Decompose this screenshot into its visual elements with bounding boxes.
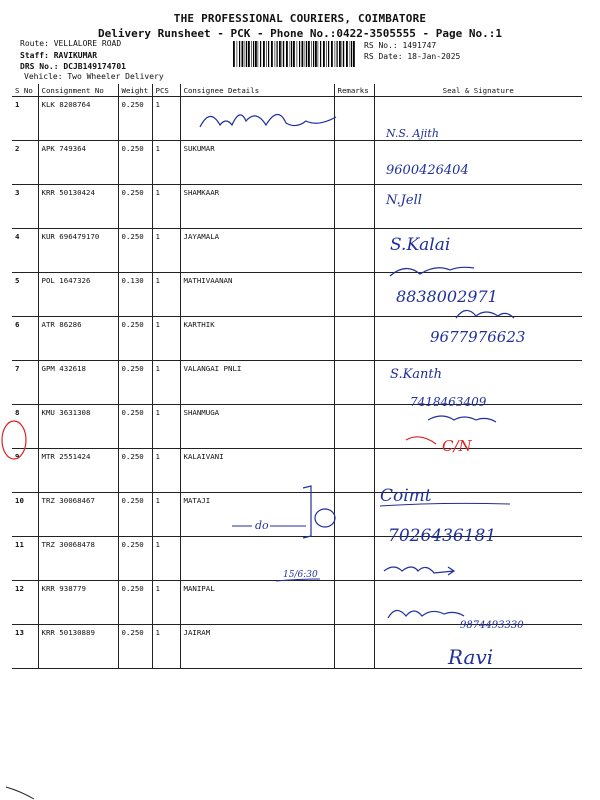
cell-signature <box>374 405 582 449</box>
cell-pcs: 1 <box>152 97 180 141</box>
rs-date: RS Date: 18-Jan-2025 <box>364 52 461 61</box>
cell-pcs: 1 <box>152 141 180 185</box>
cell-remarks <box>334 449 374 493</box>
col-remarks: Remarks <box>334 84 374 97</box>
cell-signature <box>374 361 582 405</box>
cell-consignee: MATAJI <box>180 493 334 537</box>
runsheet-title: Delivery Runsheet - PCK - Phone No.:0422-3505555 - Page No.:1 <box>98 27 502 40</box>
cell-consignee: SHANMUGA <box>180 405 334 449</box>
cell-remarks <box>334 581 374 625</box>
cell-consignee: JAIRAM <box>180 625 334 669</box>
cell-weight: 0.250 <box>118 581 152 625</box>
barcode-bar <box>328 41 329 67</box>
barcode-bar <box>237 41 238 67</box>
cell-remarks <box>334 317 374 361</box>
cell-pcs: 1 <box>152 405 180 449</box>
cell-remarks <box>334 405 374 449</box>
barcode-bar <box>311 41 312 67</box>
barcode-bar <box>342 41 343 67</box>
row12-time: 15/6:30 <box>283 570 318 580</box>
barcode-bar <box>275 41 276 67</box>
barcode-bar <box>315 41 317 67</box>
row6-phone: 9677976623 <box>430 328 526 346</box>
staff-label: Staff: RAVIKUMAR <box>20 51 98 60</box>
cell-weight: 0.250 <box>118 493 152 537</box>
table-row <box>12 537 582 581</box>
row5-phone: 8838002971 <box>396 287 498 306</box>
barcode-bar <box>233 41 235 67</box>
col-consignment: Consignment No <box>38 84 118 97</box>
route-label: Route: VELLALORE ROAD <box>20 39 122 48</box>
barcode-bar <box>248 41 250 67</box>
barcode-bar <box>290 41 291 67</box>
col-consignee: Consignee Details <box>180 84 334 97</box>
cell-consignment: KRR 50130889 <box>38 625 118 669</box>
cell-sno: 2 <box>12 141 38 185</box>
barcode-bar <box>291 41 292 67</box>
cell-weight: 0.250 <box>118 141 152 185</box>
cell-weight: 0.130 <box>118 273 152 317</box>
cell-consignment: KLK 8208764 <box>38 97 118 141</box>
cell-sno: 9 <box>12 449 38 493</box>
cell-signature <box>374 273 582 317</box>
cell-weight: 0.250 <box>118 361 152 405</box>
cell-pcs: 1 <box>152 273 180 317</box>
cell-consignment: KMU 3631308 <box>38 405 118 449</box>
cell-signature <box>374 185 582 229</box>
barcode-bar <box>299 41 300 67</box>
table-row <box>12 405 582 449</box>
cell-sno: 11 <box>12 537 38 581</box>
col-sno: S No <box>12 84 38 97</box>
cell-sno: 8 <box>12 405 38 449</box>
cell-signature <box>374 317 582 361</box>
barcode-bar <box>335 41 336 67</box>
cell-consignment: MTR 2551424 <box>38 449 118 493</box>
cell-pcs: 1 <box>152 229 180 273</box>
col-signature: Seal & Signature <box>374 84 582 97</box>
rs-number: RS No.: 1491747 <box>364 41 437 50</box>
cell-consignee: KARTHIK <box>180 317 334 361</box>
table-row <box>12 361 582 405</box>
row11-do: do <box>255 519 269 532</box>
bottom-signature: Ravi <box>448 645 494 669</box>
barcode-bar <box>293 41 295 67</box>
row9-mark: C/N <box>442 437 472 455</box>
table-row <box>12 97 582 141</box>
stray-pen-mark <box>6 787 34 799</box>
cell-pcs: 1 <box>152 537 180 581</box>
row1-signature: N.S. Ajith <box>386 127 439 140</box>
drs-number: DRS No.: DCJB149174701 <box>20 62 126 71</box>
cell-signature <box>374 493 582 537</box>
table-row <box>12 185 582 229</box>
barcode-bar <box>323 41 325 67</box>
cell-pcs: 1 <box>152 185 180 229</box>
table-row <box>12 229 582 273</box>
cell-consignment: KRR 938779 <box>38 581 118 625</box>
barcode-bar <box>313 41 314 67</box>
barcode-bar <box>279 41 281 67</box>
cell-consignee: JAYAMALA <box>180 229 334 273</box>
cell-remarks <box>334 229 374 273</box>
cell-sno: 4 <box>12 229 38 273</box>
barcode-bar <box>320 41 321 67</box>
barcode-bar <box>302 41 304 67</box>
runsheet-table <box>12 84 582 669</box>
cell-signature <box>374 141 582 185</box>
cell-weight: 0.250 <box>118 449 152 493</box>
barcode-bar <box>343 41 344 67</box>
barcode-bar <box>253 41 254 67</box>
cell-consignment: KRR 50130424 <box>38 185 118 229</box>
cell-consignee: SHAMKAAR <box>180 185 334 229</box>
barcode-bar <box>246 41 247 67</box>
cell-weight: 0.250 <box>118 185 152 229</box>
barcode-bar <box>308 41 310 67</box>
cell-consignment: TRZ 30068478 <box>38 537 118 581</box>
barcode-bar <box>318 41 319 67</box>
cell-weight: 0.250 <box>118 537 152 581</box>
barcode-bar <box>346 41 348 67</box>
barcode-bar <box>286 41 288 67</box>
cell-sno: 3 <box>12 185 38 229</box>
cell-consignment: ATR 86286 <box>38 317 118 361</box>
barcode-bar <box>331 41 333 67</box>
barcode-bar <box>353 41 355 67</box>
barcode-bar <box>297 41 298 67</box>
cell-pcs: 1 <box>152 493 180 537</box>
table-row <box>12 317 582 361</box>
barcode-bar <box>337 41 338 67</box>
cell-pcs: 1 <box>152 449 180 493</box>
cell-consignment: TRZ 30068467 <box>38 493 118 537</box>
cell-consignee: SUKUMAR <box>180 141 334 185</box>
barcode-bar <box>305 41 306 67</box>
barcode-bar <box>242 41 244 67</box>
barcode-bar <box>351 41 352 67</box>
barcode-bar <box>239 41 240 67</box>
company-name: THE PROFESSIONAL COURIERS, COIMBATORE <box>173 12 427 25</box>
cell-remarks <box>334 141 374 185</box>
cell-signature <box>374 625 582 669</box>
table-row <box>12 625 582 669</box>
barcode-bar <box>251 41 252 67</box>
cell-consignee <box>180 97 334 141</box>
cell-pcs: 1 <box>152 317 180 361</box>
vehicle-label: Vehicle: Two Wheeler Delivery <box>24 72 164 81</box>
cell-weight: 0.250 <box>118 317 152 361</box>
table-row <box>12 273 582 317</box>
row7-signature: S.Kanth <box>390 367 443 382</box>
cell-sno: 1 <box>12 97 38 141</box>
barcode-bar <box>350 41 351 67</box>
cell-remarks <box>334 493 374 537</box>
cell-consignee: MANIPAL <box>180 581 334 625</box>
cell-consignment: KUR 696479170 <box>38 229 118 273</box>
barcode-bar <box>339 41 341 67</box>
cell-remarks <box>334 273 374 317</box>
barcode-bar <box>283 41 284 67</box>
cell-consignee: VALANGAI PNLI <box>180 361 334 405</box>
cell-pcs: 1 <box>152 581 180 625</box>
cell-weight: 0.250 <box>118 625 152 669</box>
barcode-bar <box>306 41 307 67</box>
barcode-bar <box>277 41 278 67</box>
cell-signature <box>374 97 582 141</box>
col-pcs: PCS <box>152 84 180 97</box>
barcode-bar <box>245 41 246 67</box>
cell-remarks <box>334 625 374 669</box>
cell-consignee <box>180 537 334 581</box>
table-header-row <box>12 84 582 97</box>
cell-consignee: MATHIVAANAN <box>180 273 334 317</box>
cell-remarks <box>334 537 374 581</box>
barcode-bar <box>263 41 265 67</box>
cell-sno: 6 <box>12 317 38 361</box>
row13-phone-scrawl: 9874493330 <box>460 620 524 631</box>
barcode-bar <box>268 41 269 67</box>
barcode <box>233 41 355 67</box>
cell-pcs: 1 <box>152 361 180 405</box>
cell-signature <box>374 449 582 493</box>
cell-sno: 13 <box>12 625 38 669</box>
row8-phone: 7418463409 <box>410 395 487 409</box>
barcode-bar <box>255 41 257 67</box>
cell-signature <box>374 229 582 273</box>
cell-signature <box>374 537 582 581</box>
cell-weight: 0.250 <box>118 97 152 141</box>
barcode-bar <box>258 41 259 67</box>
table-row <box>12 449 582 493</box>
barcode-bar <box>282 41 283 67</box>
row3-signature: N.Jell <box>386 193 422 208</box>
col-weight: Weight <box>118 84 152 97</box>
cell-remarks <box>334 185 374 229</box>
table-row <box>12 141 582 185</box>
cell-signature <box>374 581 582 625</box>
cell-sno: 10 <box>12 493 38 537</box>
barcode-bar <box>266 41 267 67</box>
row10-signature: Coimt <box>380 486 432 506</box>
barcode-bar <box>260 41 261 67</box>
barcode-bar <box>326 41 327 67</box>
barcode-bar <box>271 41 273 67</box>
table-row <box>12 581 582 625</box>
cell-consignment: APK 749364 <box>38 141 118 185</box>
cell-pcs: 1 <box>152 625 180 669</box>
cell-consignment: POL 1647326 <box>38 273 118 317</box>
cell-consignment: GPM 432618 <box>38 361 118 405</box>
cell-weight: 0.250 <box>118 229 152 273</box>
cell-consignee: KALAIVANI <box>180 449 334 493</box>
cell-weight: 0.250 <box>118 405 152 449</box>
cell-sno: 12 <box>12 581 38 625</box>
row11-phone: 7026436181 <box>388 526 497 546</box>
cell-sno: 5 <box>12 273 38 317</box>
row2-phone: 9600426404 <box>386 163 469 178</box>
cell-remarks <box>334 361 374 405</box>
cell-sno: 7 <box>12 361 38 405</box>
row4-signature: S.Kalai <box>390 235 451 255</box>
table-row <box>12 493 582 537</box>
cell-remarks <box>334 97 374 141</box>
